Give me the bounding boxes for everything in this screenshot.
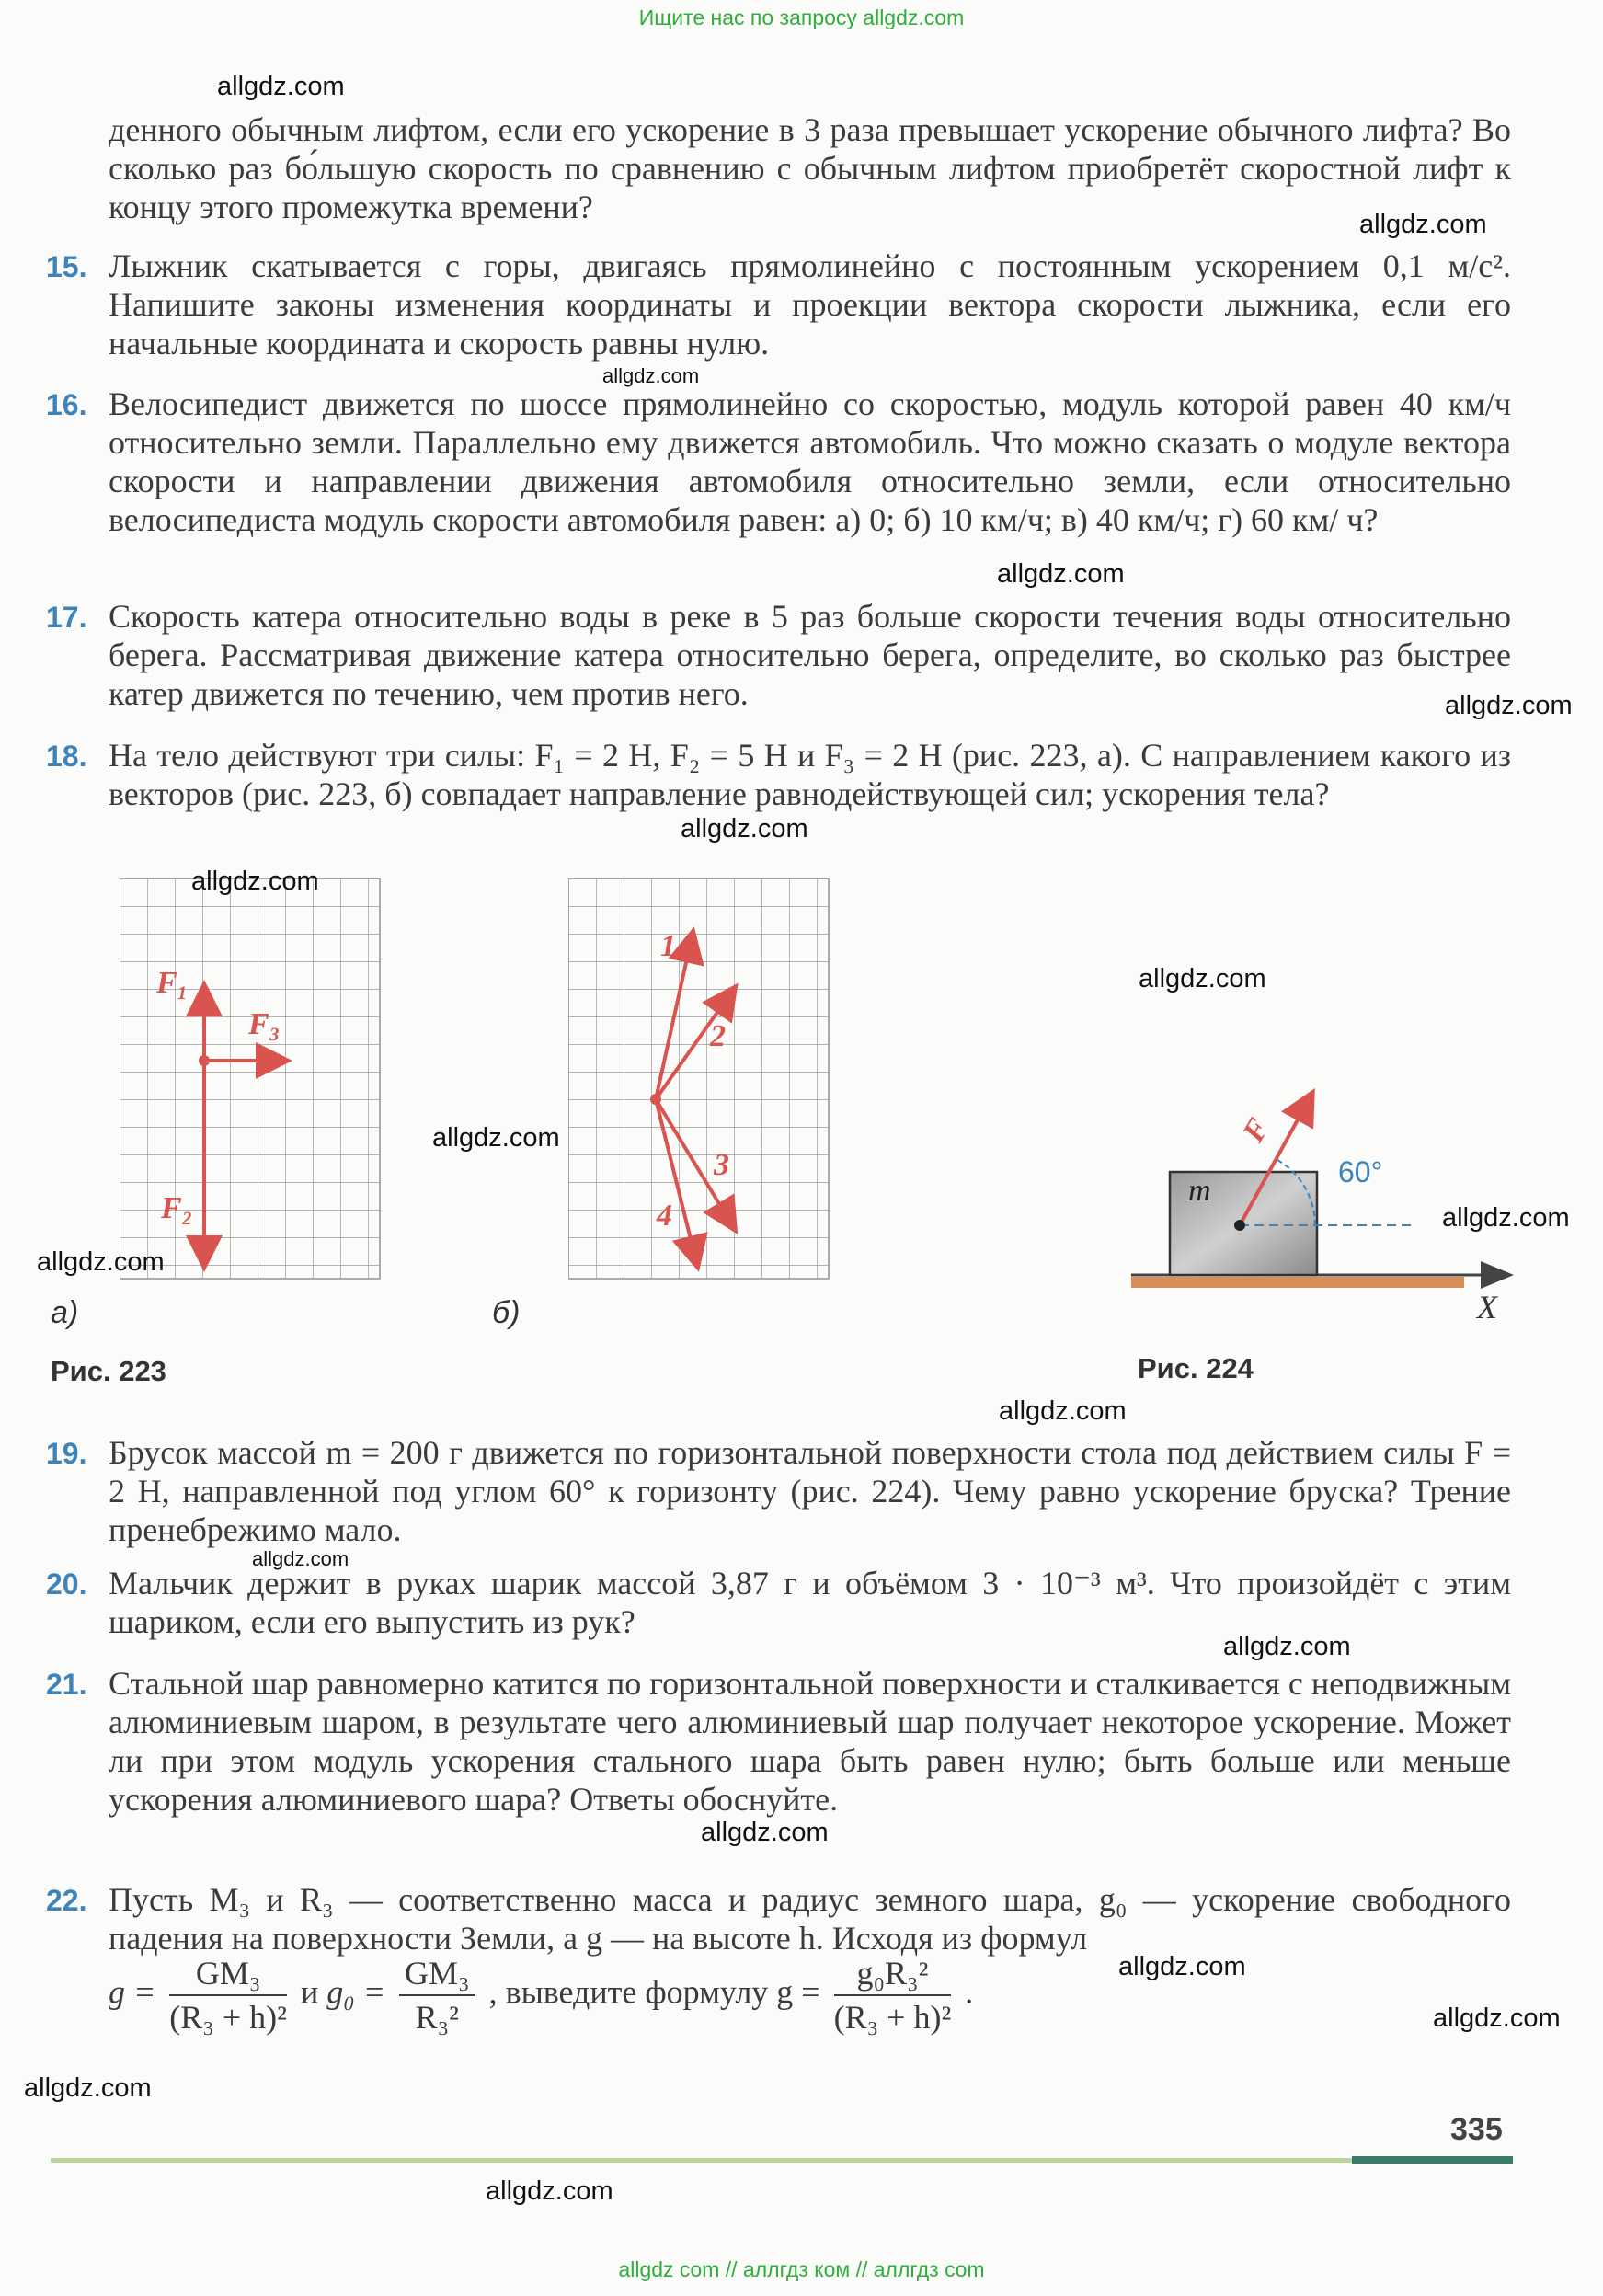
formula-and: и <box>300 1973 319 2011</box>
fraction-2-numerator: GM₃ <box>399 1954 475 1996</box>
watermark: allgdz.com <box>217 72 345 101</box>
formula-fraction-3 <box>834 1954 952 2037</box>
problem-19-number: 19. <box>46 1437 87 1470</box>
fraction-3-numerator: g₀R₃² <box>834 1954 952 1996</box>
vector-f1-label: F₁ <box>156 966 189 1000</box>
fig223-label-b: б) <box>492 1295 521 1330</box>
axis-x-label: X <box>1477 1289 1497 1326</box>
formula-fraction-2 <box>399 1954 475 2037</box>
watermark: allgdz.com <box>602 364 700 387</box>
fraction-2-denominator: R₃² <box>415 1999 459 2036</box>
watermark: allgdz.com <box>432 1123 560 1153</box>
bottom-banner[interactable]: allgdz com // аллгдз ком // аллгдз com <box>618 2257 985 2281</box>
watermark: allgdz.com <box>37 1247 165 1277</box>
watermark: allgdz.com <box>1118 1952 1246 1981</box>
problem-16-number: 16. <box>46 388 87 421</box>
formula-derive-text: , выведите формулу g = <box>488 1973 820 2011</box>
problem-15-number: 15. <box>46 250 87 283</box>
watermark: allgdz.com <box>1442 1203 1570 1233</box>
fig224-caption: Рис. 224 <box>1138 1352 1254 1384</box>
problem-17-text: Скорость катера относительно воды в реке в 5 раз больше скорости течения воды относительно берега. Рассматривая движение катера относительно берега, определите, во сколько раз быстрее катер движется по течению, чем против него. <box>109 598 1511 712</box>
watermark: allgdz.com <box>997 559 1125 589</box>
problem-21-text: Стальной шар равномерно катится по горизонтальной поверхности и сталкивается с неподвижным алюминиевым шаром, в результате чего алюминиевый шар получает некоторое ускорение. Может ли при этом модуль ускорения стального шара быть равен нулю; быть больше или меньше ускорения алюминиевого шара? Ответы обоснуйте. <box>109 1665 1511 1818</box>
arrow-label-4: 4 <box>657 1199 672 1233</box>
watermark: allgdz.com <box>1139 964 1266 993</box>
problem-22-text: Пусть M₃ и R₃ — соответственно масса и радиус земного шара, g₀ — ускорение свободного падения на поверхности Земли, а g — на высоте h. Исходя из формул <box>109 1881 1511 1957</box>
watermark: allgdz.com <box>681 814 808 844</box>
problem-18-number: 18. <box>46 740 87 773</box>
fig223-caption: Рис. 223 <box>51 1355 166 1387</box>
watermark: allgdz.com <box>1223 1632 1351 1661</box>
watermark: allgdz.com <box>1359 210 1487 239</box>
watermark: allgdz.com <box>252 1547 349 1570</box>
formula-g0-eq: g₀ = <box>326 1973 386 2011</box>
top-banner[interactable]: Ищите нас по запросу allgdz.com <box>638 6 965 29</box>
arrow-label-2: 2 <box>710 1019 726 1053</box>
formula-end: . <box>965 1973 974 2011</box>
vector-f2-label: F₂ <box>161 1191 193 1225</box>
problem-15-text: Лыжник скатывается с горы, двигаясь прямолинейно с постоянным ускорением 0,1 м/с². Напишите законы изменения координаты и проекции вектора скорости лыжника, если его начальные координата и скорость равны нулю. <box>109 247 1511 362</box>
arrow-label-3: 3 <box>714 1148 729 1182</box>
footer-rule-green <box>51 2158 1403 2163</box>
problem-18-text: На тело действуют три силы: F₁ = 2 Н, F₂ = 5 Н и F₃ = 2 Н (рис. 223, а). С направлением какого из векторов (рис. 223, б) совпадает направление равнодействующей сил; ускорения тела? <box>109 737 1511 812</box>
vector-f3-label: F₃ <box>248 1007 281 1041</box>
force-label: F <box>1236 1112 1277 1148</box>
arrow-label-1: 1 <box>660 929 676 963</box>
footer-rule-dark <box>1352 2156 1513 2164</box>
watermark: allgdz.com <box>24 2073 152 2103</box>
problem-14-continuation: денного обычным лифтом, если его ускорение в 3 раза превышает ускорение обычного лифта? Во сколько раз бо́льшую скорость по сравнению с обычным лифтом приобретёт скоростной лифт к концу этого промежутка времени? <box>109 111 1511 225</box>
fig223b-grid <box>568 878 835 1283</box>
angle-label: 60° <box>1338 1155 1383 1188</box>
formula-g-eq: g = <box>109 1973 156 2011</box>
watermark: allgdz.com <box>1433 2003 1561 2033</box>
watermark: allgdz.com <box>999 1396 1127 1426</box>
watermark: allgdz.com <box>1445 691 1573 720</box>
problem-19-text: Брусок массой m = 200 г движется по горизонтальной поверхности стола под действием силы F = 2 Н, направленной под углом 60° к горизонту (рис. 224). Чему равно ускорение бруска? Трение пренебрежимо мало. <box>109 1434 1511 1548</box>
problem-20-text: Мальчик держит в руках шарик массой 3,87 г и объёмом 3 · 10⁻³ м³. Что произойдёт с этим шариком, если его выпустить из рук? <box>109 1565 1511 1640</box>
watermark: allgdz.com <box>191 867 319 896</box>
problem-20-number: 20. <box>46 1567 87 1601</box>
problem-22-number: 22. <box>46 1884 87 1917</box>
formula-fraction-1 <box>169 1954 287 2037</box>
problem-16-text: Велосипедист движется по шоссе прямолинейно со скоростью, модуль которой равен 40 км/ч относительно земли. Параллельно ему движется автомобиль. Что можно сказать о модуле вектора скорости и направлении движения автомобиля относительно земли, если относительно велосипедиста модуль скорости автомобиля равен: а) 0; б) 10 км/ч; в) 40 км/ч; г) 60 км/ ч? <box>109 385 1511 538</box>
ground-surface <box>1131 1277 1464 1288</box>
problem-21-number: 21. <box>46 1668 87 1701</box>
fraction-1-denominator: (R₃ + h)² <box>169 1999 287 2036</box>
fig223-label-a: а) <box>51 1295 79 1330</box>
page-number: 335 <box>1450 2112 1503 2147</box>
block-mass-label: m <box>1188 1174 1211 1208</box>
problem-22-formula <box>109 1954 973 2037</box>
fig223a-grid <box>120 878 386 1283</box>
fraction-3-denominator: (R₃ + h)² <box>833 1999 952 2036</box>
fraction-1-numerator: GM₃ <box>169 1954 287 1996</box>
problem-17-number: 17. <box>46 601 87 634</box>
watermark: allgdz.com <box>701 1818 829 1847</box>
watermark: allgdz.com <box>486 2176 613 2206</box>
